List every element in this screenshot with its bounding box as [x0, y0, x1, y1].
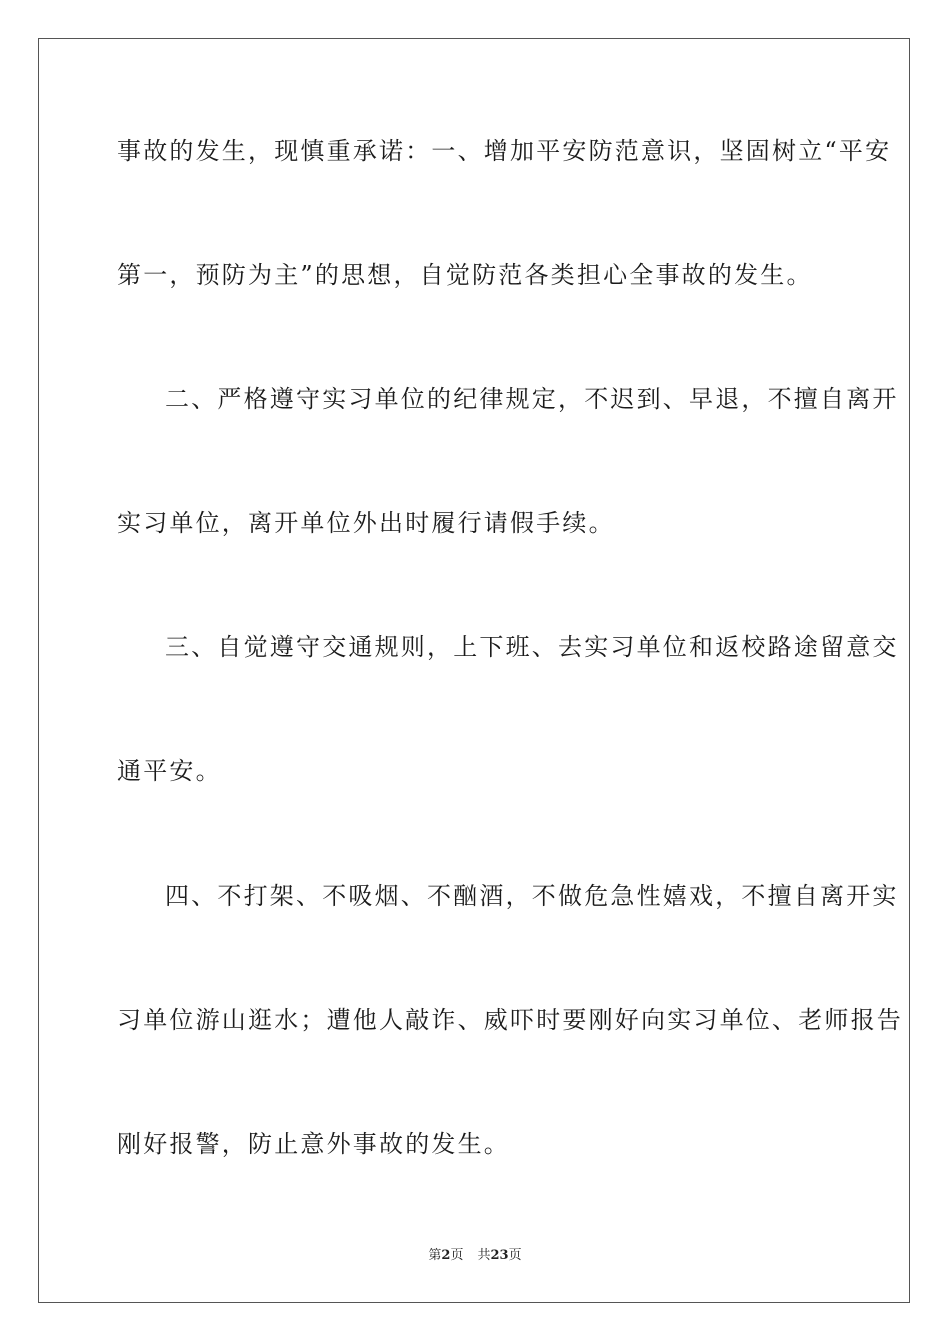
footer-page-number: 2 [441, 1248, 451, 1263]
body-text-line: 通平安。 [117, 757, 222, 785]
body-text-line: 第一，预防为主”的思想，自觉防范各类担心全事故的发生。 [117, 261, 813, 289]
page-footer [0, 1248, 950, 1264]
body-text-line: 习单位游山逛水；遭他人敲诈、威吓时要刚好向实习单位、老师报告 [117, 1006, 903, 1034]
body-text-line: 事故的发生，现慎重承诺：一、增加平安防范意识，坚固树立“平安 [117, 137, 892, 165]
footer-total-prefix: 共 [477, 1248, 491, 1263]
body-text-line: 实习单位，离开单位外出时履行请假手续。 [117, 509, 615, 537]
paragraph-start-line: 三、自觉遵守交通规则，上下班、去实习单位和返校路途留意交 [165, 633, 899, 661]
footer-page-suffix: 页 [450, 1248, 464, 1263]
page-border [38, 38, 910, 1303]
paragraph-start-line: 二、严格遵守实习单位的纪律规定，不迟到、早退，不擅自离开 [165, 385, 899, 413]
footer-total-pages: 23 [490, 1248, 509, 1263]
footer-page-prefix: 第 [428, 1248, 442, 1263]
body-text-line: 刚好报警，防止意外事故的发生。 [117, 1130, 510, 1158]
paragraph-start-line: 四、不打架、不吸烟、不酗酒，不做危急性嬉戏，不擅自离开实 [165, 882, 899, 910]
footer-total-suffix: 页 [508, 1248, 522, 1263]
